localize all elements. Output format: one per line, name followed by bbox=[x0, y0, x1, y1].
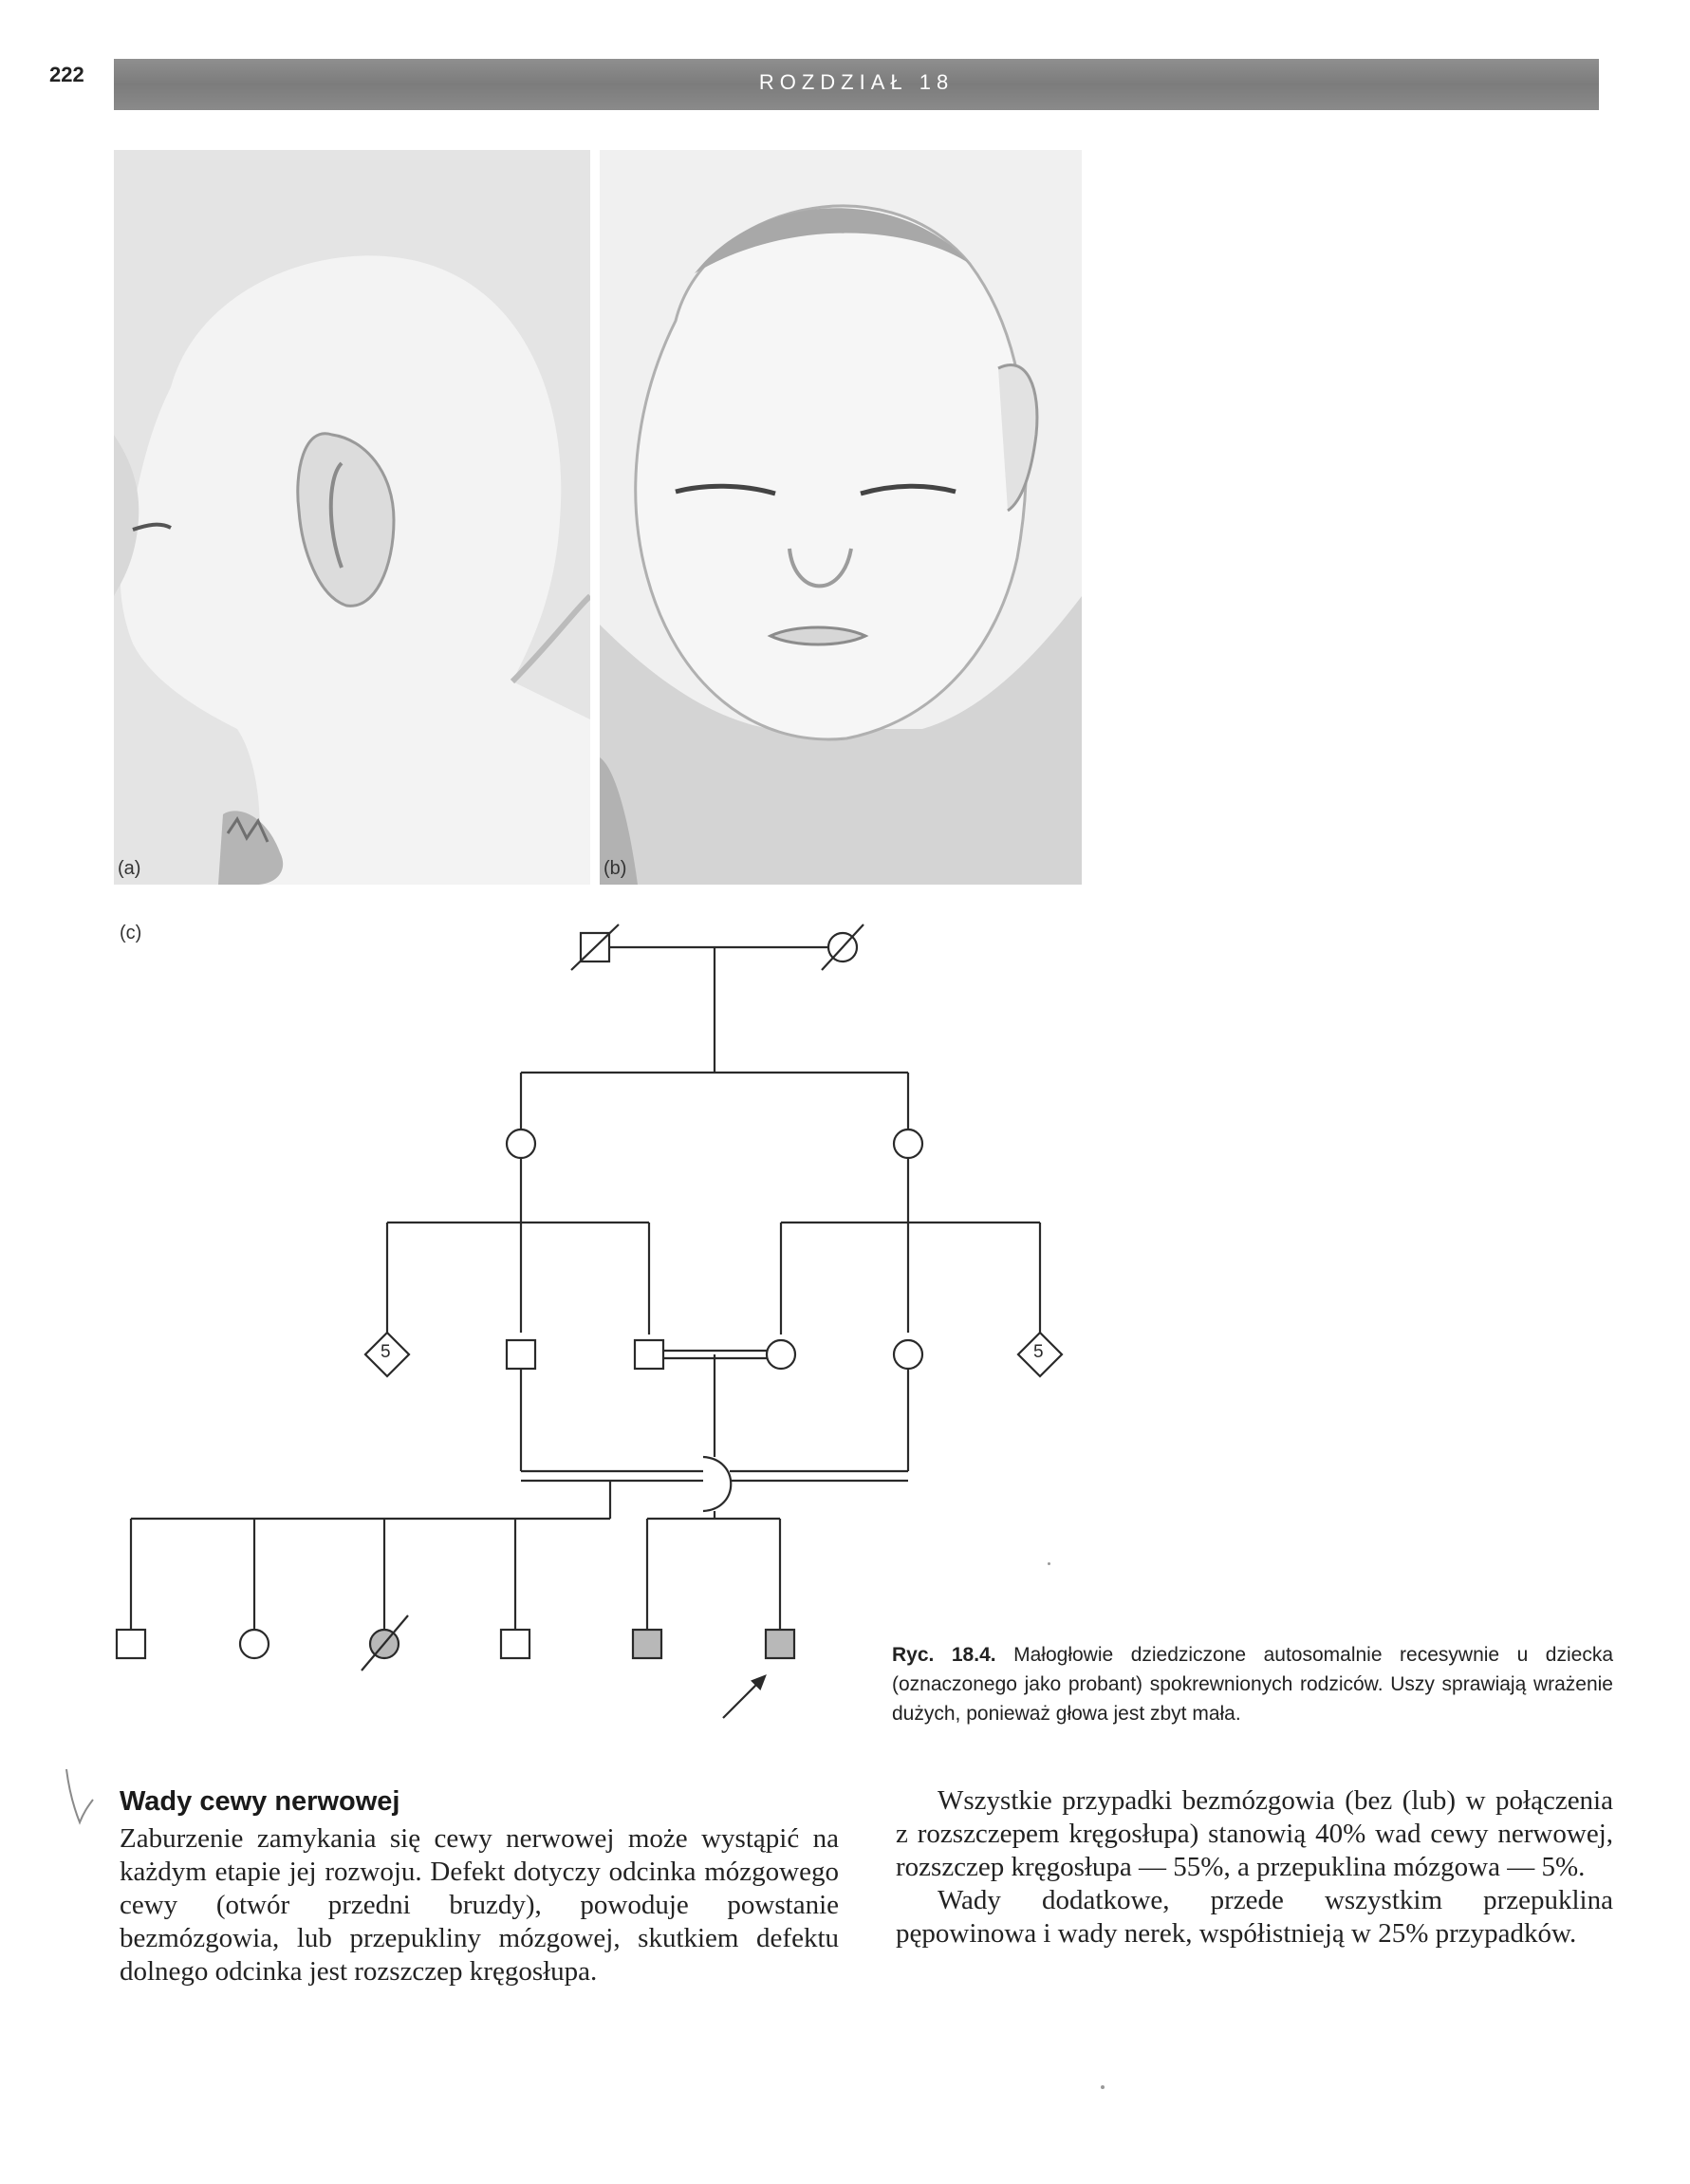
scan-speck bbox=[1048, 1562, 1050, 1565]
sibship-count-left: 5 bbox=[381, 1342, 391, 1362]
male-symbol bbox=[117, 1630, 145, 1658]
line-crossing-hop bbox=[703, 1457, 731, 1511]
figure-caption bbox=[892, 1640, 1613, 1728]
pedigree-generation-2 bbox=[387, 1129, 1040, 1335]
panel-label-a: (a) bbox=[118, 858, 141, 879]
panel-label-b: (b) bbox=[604, 858, 627, 879]
female-symbol bbox=[767, 1340, 795, 1369]
proband-arrow bbox=[723, 1680, 761, 1718]
female-symbol bbox=[507, 1129, 535, 1158]
left-text-column bbox=[120, 1822, 839, 1988]
left-paragraph: Zaburzenie zamykania się cewy nerwowej może wystąpić na każdym etapie jej rozwoju. Defekt dotyczy odcinka mózgowego cewy (otwór przedni bruzdy), powoduje powstanie bezmózgowia, lub przepukliny mózgowej, skutkiem defektu dolnego odcinka jest rozszczep kręgosłupa. bbox=[120, 1823, 839, 1987]
figure-caption-label: Ryc. 18.4. bbox=[892, 1644, 996, 1666]
right-text-column bbox=[896, 1784, 1613, 1951]
affected-male-symbol bbox=[633, 1630, 661, 1658]
female-symbol bbox=[894, 1340, 922, 1369]
affected-male-proband-symbol bbox=[766, 1630, 794, 1658]
female-symbol bbox=[240, 1630, 269, 1658]
handwritten-check-mark bbox=[59, 1765, 97, 1832]
figure-caption-text: Małogłowie dziedziczone autosomalnie recesywnie u dziecka (oznaczonego jako probant) spokrewnionych rodziców. Uszy sprawiają wrażenie dużych, ponieważ głowa jest zbyt mała. bbox=[892, 1644, 1614, 1725]
page-number: 222 bbox=[49, 63, 84, 86]
male-symbol bbox=[501, 1630, 529, 1658]
scan-speck bbox=[1101, 2085, 1105, 2089]
male-symbol bbox=[507, 1340, 535, 1369]
male-symbol bbox=[635, 1340, 663, 1369]
pedigree-generation-4 bbox=[117, 1519, 794, 1718]
sibship-count-right: 5 bbox=[1033, 1342, 1044, 1362]
pedigree-generation-1 bbox=[521, 924, 908, 1129]
female-symbol bbox=[894, 1129, 922, 1158]
panel-label-c: (c) bbox=[120, 923, 142, 943]
pedigree-generation-3 bbox=[365, 1333, 1062, 1519]
right-paragraph-1: Wszystkie przypadki bezmózgowia (bez (lub) w połączenia z rozszczepem kręgosłupa) stanowią 40% wad cewy nerwowej, rozszczep kręgosłupa — 55%, a przepuklina mózgowa — 5%. bbox=[896, 1785, 1613, 1882]
section-heading: Wady cewy nerwowej bbox=[120, 1786, 400, 1817]
chapter-title: ROZDZIAŁ 18 bbox=[758, 70, 955, 94]
right-paragraph-2: Wady dodatkowe, przede wszystkim przepuklina pępowinowa i wady nerek, współistnieją w 25% przypadków. bbox=[896, 1885, 1613, 1949]
